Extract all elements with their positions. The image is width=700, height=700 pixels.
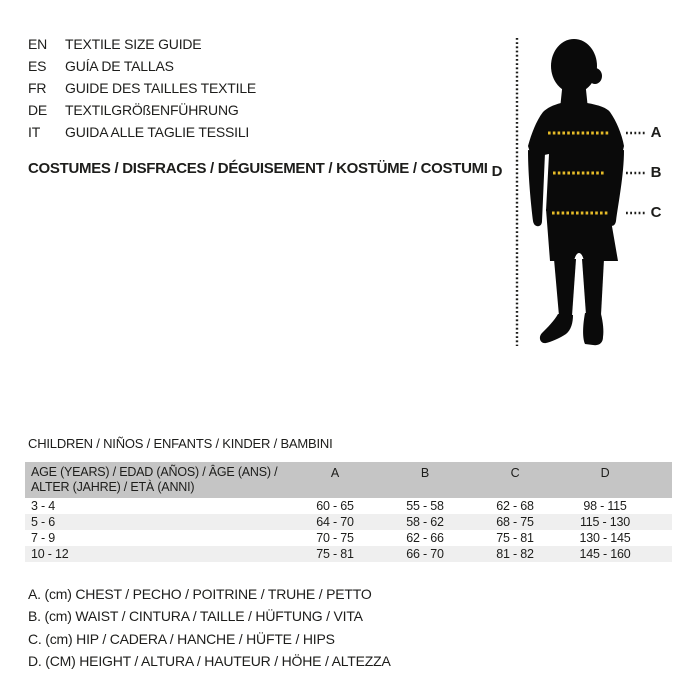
language-label: GUIDA ALLE TAGLIE TESSILI (65, 124, 250, 140)
waist-cell: 55 - 58 (406, 499, 444, 513)
column-header-a: A (330, 466, 340, 480)
language-label: GUIDE DES TAILLES TEXTILE (65, 80, 257, 96)
height-cell: 115 - 130 (579, 515, 631, 529)
waist-cell: 58 - 62 (406, 515, 444, 529)
column-header-d: D (600, 466, 610, 480)
category-title: COSTUMES / DISFRACES / DÉGUISEMENT / KOSTÜME / COSTUMI (28, 160, 488, 177)
height-cell: 98 - 115 (583, 499, 627, 513)
size-table-header-row (25, 462, 672, 498)
language-label: TEXTILE SIZE GUIDE (65, 36, 202, 52)
child-silhouette-graphic (505, 25, 655, 355)
language-guide (28, 33, 256, 143)
chest-cell: 70 - 75 (316, 531, 354, 545)
age-cell: 10 - 12 (31, 547, 69, 561)
legend-item-hip: C. (cm) HIP / CADERA / HANCHE / HÜFTE / HIPS (28, 630, 335, 647)
hip-cell: 75 - 81 (496, 531, 534, 545)
language-row (28, 99, 256, 121)
hip-cell: 62 - 68 (496, 499, 534, 513)
legend-item-height: D. (CM) HEIGHT / ALTURA / HAUTEUR / HÖHE / ALTEZZA (28, 652, 391, 669)
legend-item-chest: A. (cm) CHEST / PECHO / POITRINE / TRUHE / PETTO (28, 586, 372, 602)
table-row (25, 546, 672, 562)
hip-cell: 68 - 75 (496, 515, 534, 529)
legend-item-waist: B. (cm) WAIST / CINTURA / TAILLE / HÜFTUNG / VITA (28, 608, 363, 625)
language-code: DE (28, 102, 48, 118)
measurement-figure (505, 25, 655, 355)
waist-cell: 66 - 70 (406, 547, 444, 561)
chest-cell: 64 - 70 (316, 515, 354, 529)
table-row (25, 498, 672, 514)
language-row (28, 33, 256, 55)
waist-cell: 62 - 66 (406, 531, 444, 545)
age-column-header (25, 462, 290, 498)
height-cell: 130 - 145 (579, 531, 631, 545)
language-label: GUÍA DE TALLAS (65, 58, 174, 74)
language-code: ES (28, 58, 47, 74)
age-header-line1: AGE (YEARS) / EDAD (AÑOS) / ÂGE (ANS) / (31, 465, 278, 479)
size-table (25, 462, 672, 562)
section-title-children: CHILDREN / NIÑOS / ENFANTS / KINDER / BAMBINI (28, 436, 333, 451)
hip-cell: 81 - 82 (496, 547, 534, 561)
language-code: FR (28, 80, 47, 96)
column-header-b: B (420, 466, 430, 480)
age-cell: 3 - 4 (31, 499, 56, 513)
measurement-legend (28, 583, 391, 672)
child-silhouette (528, 39, 624, 345)
measure-label-d: D (491, 163, 503, 180)
language-row (28, 121, 256, 143)
measure-label-a: A (650, 124, 662, 141)
language-code: IT (28, 124, 41, 140)
language-row (28, 55, 256, 77)
table-row (25, 514, 672, 530)
age-cell: 7 - 9 (31, 531, 56, 545)
measure-label-b: B (650, 164, 662, 181)
table-row (25, 530, 672, 546)
chest-cell: 60 - 65 (316, 499, 354, 513)
column-header-c: C (510, 466, 520, 480)
language-row (28, 77, 256, 99)
chest-cell: 75 - 81 (316, 547, 354, 561)
measure-label-c: C (650, 204, 662, 221)
language-code: EN (28, 36, 48, 52)
height-cell: 145 - 160 (579, 547, 631, 561)
age-cell: 5 - 6 (31, 515, 56, 529)
language-label: TEXTILGRÖßENFÜHRUNG (65, 102, 239, 118)
age-header-line2: ALTER (JAHRE) / ETÀ (ANNI) (31, 480, 195, 494)
